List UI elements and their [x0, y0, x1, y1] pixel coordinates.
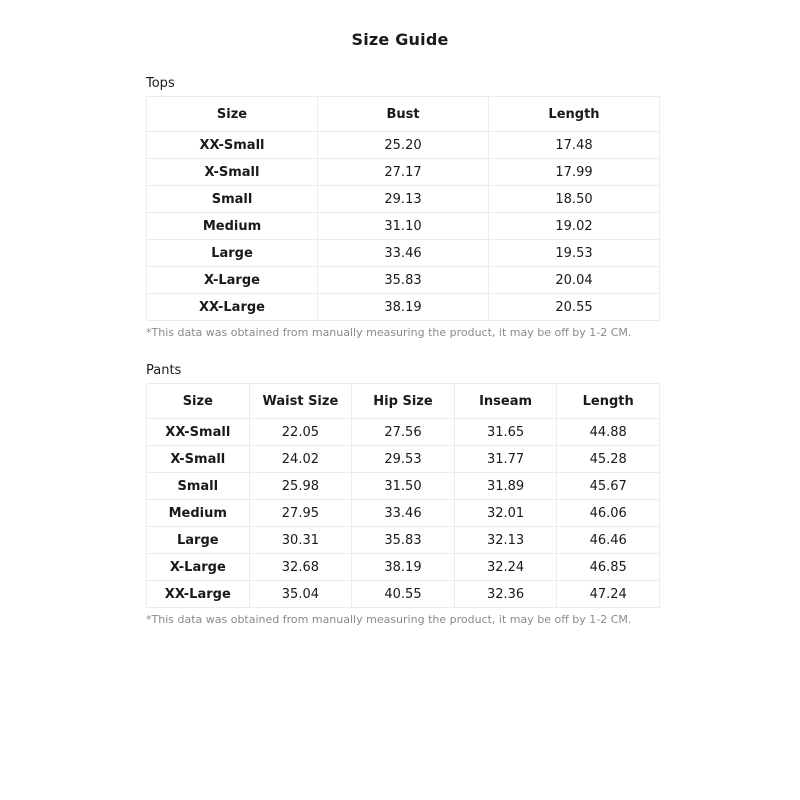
page-title: Size Guide — [351, 30, 449, 49]
pants-measurement-note: *This data was obtained from manually measuring the product, it may be off by 1-2 CM. — [146, 613, 632, 626]
tops-section — [146, 75, 660, 339]
pants-size-cell: Large — [147, 527, 250, 554]
tops-header-row — [147, 97, 660, 132]
tops-value-cell: 38.19 — [318, 294, 489, 321]
pants-value-cell: 30.31 — [249, 527, 352, 554]
tops-table-row — [147, 186, 660, 213]
tops-value-cell: 19.53 — [489, 240, 660, 267]
pants-value-cell: 35.04 — [249, 581, 352, 608]
tops-table-row — [147, 240, 660, 267]
pants-value-cell: 31.77 — [454, 446, 557, 473]
pants-value-cell: 31.50 — [352, 473, 455, 500]
pants-value-cell: 32.01 — [454, 500, 557, 527]
pants-header-cell: Length — [557, 384, 660, 419]
pants-value-cell: 24.02 — [249, 446, 352, 473]
pants-value-cell: 31.89 — [454, 473, 557, 500]
pants-value-cell: 46.06 — [557, 500, 660, 527]
pants-value-cell: 32.13 — [454, 527, 557, 554]
tops-table-row — [147, 267, 660, 294]
pants-value-cell: 40.55 — [352, 581, 455, 608]
pants-label: Pants — [146, 363, 182, 378]
tops-table-row — [147, 294, 660, 321]
tops-header-cell: Length — [489, 97, 660, 132]
tops-measurement-note: *This data was obtained from manually measuring the product, it may be off by 1-2 CM. — [146, 326, 632, 339]
tops-label: Tops — [146, 76, 175, 91]
pants-value-cell: 46.85 — [557, 554, 660, 581]
tops-table-row — [147, 132, 660, 159]
pants-header-cell: Waist Size — [249, 384, 352, 419]
pants-value-cell: 29.53 — [352, 446, 455, 473]
tops-size-cell: X-Large — [147, 267, 318, 294]
pants-value-cell: 27.95 — [249, 500, 352, 527]
pants-table-row — [147, 527, 660, 554]
tops-value-cell: 33.46 — [318, 240, 489, 267]
pants-value-cell: 33.46 — [352, 500, 455, 527]
pants-size-cell: X-Small — [147, 446, 250, 473]
pants-value-cell: 45.67 — [557, 473, 660, 500]
pants-value-cell: 27.56 — [352, 419, 455, 446]
pants-value-cell: 47.24 — [557, 581, 660, 608]
tops-size-cell: Large — [147, 240, 318, 267]
pants-size-cell: Medium — [147, 500, 250, 527]
pants-table-row — [147, 473, 660, 500]
pants-table-row — [147, 581, 660, 608]
pants-header-cell: Hip Size — [352, 384, 455, 419]
tops-value-cell: 35.83 — [318, 267, 489, 294]
tops-value-cell: 29.13 — [318, 186, 489, 213]
tops-table-row — [147, 213, 660, 240]
tops-size-cell: Medium — [147, 213, 318, 240]
tops-header-cell: Size — [147, 97, 318, 132]
pants-section — [146, 362, 660, 626]
pants-value-cell: 32.68 — [249, 554, 352, 581]
tops-size-cell: XX-Large — [147, 294, 318, 321]
pants-header-cell: Inseam — [454, 384, 557, 419]
pants-value-cell: 25.98 — [249, 473, 352, 500]
tops-size-cell: X-Small — [147, 159, 318, 186]
pants-header-row — [147, 384, 660, 419]
pants-table-row — [147, 419, 660, 446]
pants-size-cell: XX-Small — [147, 419, 250, 446]
pants-value-cell: 44.88 — [557, 419, 660, 446]
pants-value-cell: 35.83 — [352, 527, 455, 554]
tops-table-row — [147, 159, 660, 186]
tops-size-cell: XX-Small — [147, 132, 318, 159]
tops-value-cell: 19.02 — [489, 213, 660, 240]
pants-value-cell: 38.19 — [352, 554, 455, 581]
pants-value-cell: 32.24 — [454, 554, 557, 581]
pants-header-cell: Size — [147, 384, 250, 419]
pants-table-row — [147, 500, 660, 527]
tops-value-cell: 18.50 — [489, 186, 660, 213]
tops-header-cell: Bust — [318, 97, 489, 132]
pants-value-cell: 45.28 — [557, 446, 660, 473]
pants-size-cell: X-Large — [147, 554, 250, 581]
tops-value-cell: 20.55 — [489, 294, 660, 321]
tops-size-table — [146, 96, 660, 321]
tops-value-cell: 27.17 — [318, 159, 489, 186]
tops-value-cell: 17.99 — [489, 159, 660, 186]
tops-value-cell: 25.20 — [318, 132, 489, 159]
pants-size-cell: XX-Large — [147, 581, 250, 608]
pants-table-row — [147, 446, 660, 473]
pants-size-table — [146, 383, 660, 608]
pants-value-cell: 22.05 — [249, 419, 352, 446]
pants-table-row — [147, 554, 660, 581]
tops-size-cell: Small — [147, 186, 318, 213]
pants-value-cell: 32.36 — [454, 581, 557, 608]
pants-size-cell: Small — [147, 473, 250, 500]
tops-value-cell: 20.04 — [489, 267, 660, 294]
tops-value-cell: 31.10 — [318, 213, 489, 240]
pants-value-cell: 46.46 — [557, 527, 660, 554]
tops-value-cell: 17.48 — [489, 132, 660, 159]
pants-value-cell: 31.65 — [454, 419, 557, 446]
